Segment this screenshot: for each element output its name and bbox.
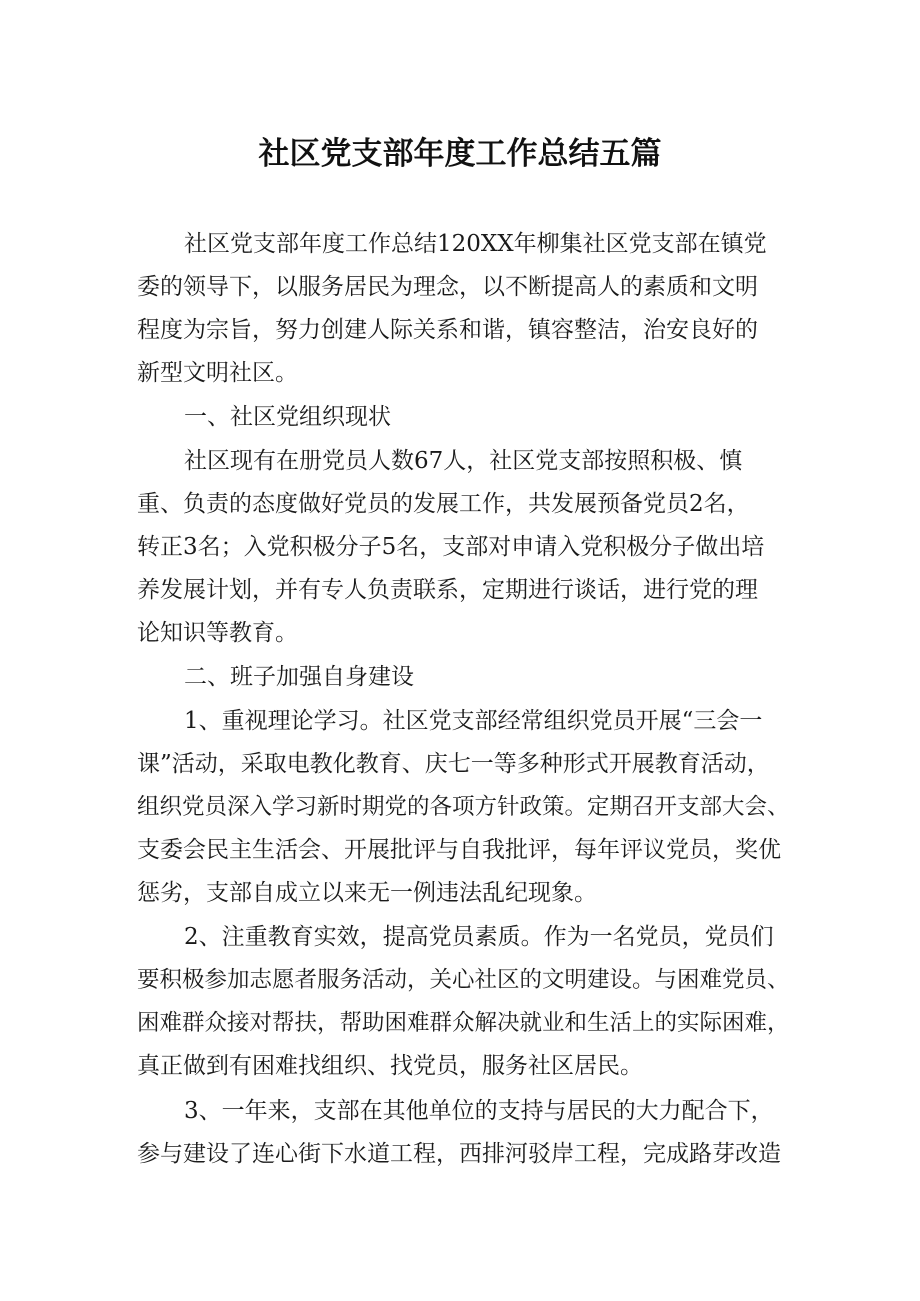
paragraph-line: 真正做到有困难找组织、找党员，服务社区居民。 <box>137 1053 643 1079</box>
paragraph-line: 社区现有在册党员人数67人，社区党支部按照积极、慎 <box>184 448 743 474</box>
paragraph-line: 转正3名；入党积极分子5名，支部对申请入党积极分子做出培 <box>137 534 765 560</box>
paragraph-line: 论知识等教育。 <box>137 620 298 646</box>
document-title: 社区党支部年度工作总结五篇 <box>258 136 662 172</box>
paragraph-line: 惩劣，支部自成立以来无一例违法乱纪现象。 <box>137 880 597 906</box>
paragraph-line: 社区党支部年度工作总结120XX年柳集社区党支部在镇党 <box>184 231 767 257</box>
section-heading: 二、班子加强自身建设 <box>184 664 414 690</box>
paragraph-line: 2、注重教育实效，提高党员素质。作为一名党员，党员们 <box>184 924 774 950</box>
paragraph-line: 组织党员深入学习新时期党的各项方针政策。定期召开支部大会、 <box>137 794 790 820</box>
paragraph-line: 程度为宗旨，努力创建人际关系和谐，镇容整洁，治安良好的 <box>137 317 758 343</box>
paragraph-line: 支委会民主生活会、开展批评与自我批评，每年评议党员，奖优 <box>137 837 781 863</box>
paragraph-line: 要积极参加志愿者服务活动，关心社区的文明建设。与困难党员、 <box>137 967 790 993</box>
paragraph-line: 3、一年来，支部在其他单位的支持与居民的大力配合下， <box>184 1098 774 1124</box>
paragraph-line: 参与建设了连心街下水道工程，西排河驳岸工程，完成路芽改造 <box>137 1141 781 1167</box>
paragraph-line: 课”活动，采取电教化教育、庆七一等多种形式开展教育活动， <box>137 751 770 777</box>
section-heading: 一、社区党组织现状 <box>184 404 391 430</box>
paragraph-line: 新型文明社区。 <box>137 360 298 386</box>
paragraph-line: 重、负责的态度做好党员的发展工作，共发展预备党员2名， <box>137 491 750 517</box>
paragraph-line: 委的领导下，以服务居民为理念，以不断提高人的素质和文明 <box>137 274 758 300</box>
paragraph-line: 困难群众接对帮扶，帮助困难群众解决就业和生活上的实际困难， <box>137 1010 790 1036</box>
paragraph-line: 1、重视理论学习。社区党支部经常组织党员开展“三会一 <box>184 708 763 734</box>
paragraph-line: 养发展计划，并有专人负责联系，定期进行谈话，进行党的理 <box>137 577 758 603</box>
